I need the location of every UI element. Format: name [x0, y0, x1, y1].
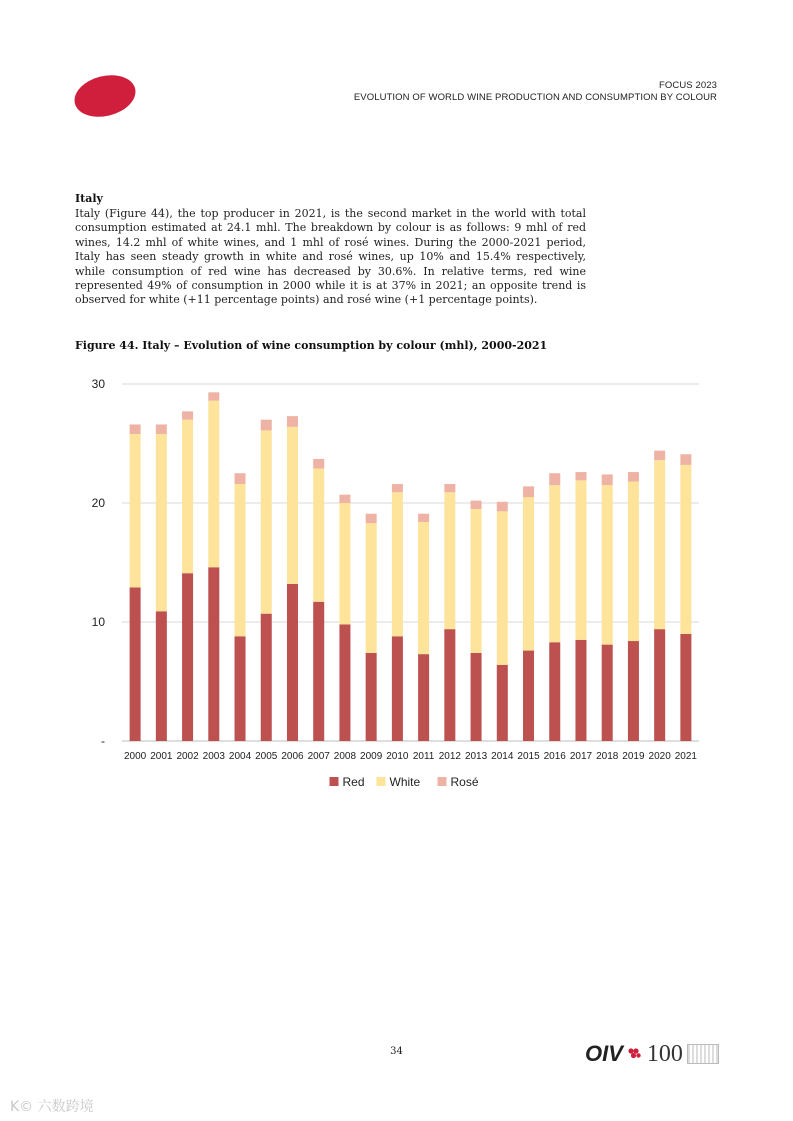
bar-red-2021 — [680, 634, 691, 741]
bar-ros-2011 — [418, 514, 429, 522]
legend-swatch-red — [330, 777, 339, 786]
bar-white-2018 — [602, 485, 613, 644]
x-tick-label: 2016 — [543, 751, 566, 762]
oiv-logo-text: OIV — [585, 1041, 623, 1066]
legend-label: White — [389, 775, 421, 789]
bar-white-2001 — [156, 434, 167, 611]
x-tick-label: 2002 — [176, 751, 199, 762]
bar-red-2015 — [523, 651, 534, 741]
bar-ros-2008 — [339, 495, 350, 503]
bar-red-2000 — [130, 587, 141, 741]
bar-ros-2002 — [182, 411, 193, 419]
bar-red-2012 — [444, 629, 455, 741]
bar-red-2008 — [339, 624, 350, 741]
y-tick-label: - — [101, 734, 105, 748]
x-tick-label: 2017 — [569, 751, 593, 762]
logo-number: 100 — [646, 1040, 683, 1067]
bar-ros-2000 — [130, 424, 141, 434]
x-tick-label: 2011 — [412, 751, 435, 762]
bar-white-2011 — [418, 522, 429, 654]
x-tick-label: 2013 — [464, 751, 488, 762]
bar-red-2017 — [575, 640, 586, 741]
x-tick-label: 2012 — [438, 751, 461, 762]
x-tick-label: 2003 — [202, 751, 225, 762]
legend-label: Red — [342, 775, 365, 789]
bar-white-2009 — [366, 523, 377, 653]
bar-white-2012 — [444, 492, 455, 629]
bar-ros-2017 — [575, 472, 586, 480]
oiv-red-blob-logo — [70, 69, 140, 123]
y-tick-label: 20 — [91, 496, 105, 510]
bar-red-2014 — [497, 665, 508, 741]
chart-legend — [330, 775, 479, 789]
watermark: K© 六数跨境 — [10, 1099, 94, 1115]
bar-red-2010 — [392, 636, 403, 741]
section-title: Italy — [75, 192, 103, 205]
bar-red-2011 — [418, 654, 429, 741]
bar-white-2004 — [235, 484, 246, 636]
bar-red-2001 — [156, 611, 167, 741]
bar-ros-2012 — [444, 484, 455, 492]
bar-ros-2009 — [366, 514, 377, 524]
bar-red-2005 — [261, 614, 272, 741]
bar-red-2019 — [628, 641, 639, 741]
x-tick-label: 2019 — [622, 751, 645, 762]
x-tick-label: 2006 — [281, 751, 304, 762]
bar-red-2007 — [313, 602, 324, 741]
anniversary-badge-icon — [687, 1044, 719, 1064]
bar-ros-2018 — [602, 474, 613, 485]
y-tick-label: 10 — [91, 615, 105, 629]
x-tick-label: 2005 — [255, 751, 278, 762]
figure-caption: Figure 44. Italy – Evolution of wine consumption by colour (mhl), 2000-2021 — [75, 339, 548, 352]
bar-ros-2005 — [261, 420, 272, 431]
bar-ros-2021 — [680, 454, 691, 465]
x-tick-label: 2008 — [333, 751, 357, 762]
document-header — [354, 80, 717, 104]
bar-red-2018 — [602, 645, 613, 741]
bar-ros-2001 — [156, 424, 167, 434]
bar-white-2021 — [680, 465, 691, 634]
bar-red-2016 — [549, 642, 560, 741]
oiv-100-logo — [585, 1040, 719, 1068]
bar-white-2008 — [339, 503, 350, 624]
legend-swatch-ros — [438, 777, 447, 786]
bar-red-2006 — [287, 584, 298, 741]
bar-ros-2007 — [313, 459, 324, 469]
bar-red-2002 — [182, 573, 193, 741]
x-tick-label: 2018 — [596, 751, 619, 762]
body-paragraph: Italy (Figure 44), the top producer in 2021, is the second market in the world with total consumption estimated at 24.1 mhl. The breakdown by colour is as follows: 9 mhl of red wines, 14.2 mhl of white wines, and 1 mhl of rosé wines. During the 2000-2021 period, Italy has seen steady growth in white and rosé wines, up 10% and 15.4% respectively, while consumption of red wine has decreased by 30.6%. In relative terms, red wine represented 49% of consumption in 2000 while it is at 37% in 2021; an opposite trend is observed for white (+11 percentage points) and rosé wine (+1 percentage points). — [75, 207, 586, 307]
bar-red-2003 — [208, 567, 219, 741]
bars — [130, 392, 692, 741]
bar-ros-2003 — [208, 392, 219, 400]
bar-red-2013 — [471, 653, 482, 741]
bar-ros-2014 — [497, 502, 508, 512]
header-subtitle: EVOLUTION OF WORLD WINE PRODUCTION AND CONSUMPTION BY COLOUR — [353, 92, 717, 103]
bar-white-2000 — [130, 434, 141, 588]
bar-white-2005 — [261, 430, 272, 613]
y-tick-label: 30 — [91, 377, 105, 391]
bar-white-2002 — [182, 420, 193, 574]
bar-white-2010 — [392, 492, 403, 636]
grape-icon — [627, 1046, 643, 1062]
bar-ros-2020 — [654, 451, 665, 461]
bar-ros-2010 — [392, 484, 403, 492]
y-tick-labels — [92, 377, 106, 748]
x-tick-label: 2009 — [360, 751, 383, 762]
x-tick-label: 2015 — [517, 751, 540, 762]
bar-white-2015 — [523, 497, 534, 651]
bar-red-2020 — [654, 629, 665, 741]
x-tick-label: 2010 — [386, 751, 409, 762]
x-tick-label: 2000 — [123, 751, 147, 762]
x-tick-label: 2020 — [648, 751, 671, 762]
bar-white-2003 — [208, 401, 219, 568]
bar-white-2013 — [471, 509, 482, 653]
x-tick-label: 2014 — [491, 751, 514, 762]
legend-swatch-white — [377, 777, 386, 786]
bar-ros-2015 — [523, 486, 534, 497]
bar-white-2007 — [313, 468, 324, 601]
bar-ros-2019 — [628, 472, 639, 482]
bar-ros-2013 — [471, 501, 482, 509]
page-number: 34 — [390, 1046, 403, 1057]
x-tick-labels — [124, 751, 697, 762]
legend-label: Rosé — [450, 775, 479, 789]
stacked-bar-chart — [75, 365, 725, 805]
bar-red-2004 — [235, 636, 246, 741]
bar-white-2014 — [497, 511, 508, 665]
bar-red-2009 — [366, 653, 377, 741]
bar-white-2019 — [628, 482, 639, 641]
bar-white-2016 — [549, 485, 560, 642]
bar-white-2006 — [287, 427, 298, 584]
x-tick-label: 2001 — [150, 751, 173, 762]
bar-ros-2004 — [235, 473, 246, 484]
x-tick-label: 2021 — [674, 751, 698, 762]
bar-ros-2016 — [549, 473, 560, 485]
bar-ros-2006 — [287, 416, 298, 427]
bar-white-2020 — [654, 460, 665, 629]
x-tick-label: 2007 — [307, 751, 330, 762]
header-focus: FOCUS 2023 — [658, 80, 717, 91]
x-tick-label: 2004 — [228, 751, 252, 762]
bar-white-2017 — [575, 480, 586, 639]
